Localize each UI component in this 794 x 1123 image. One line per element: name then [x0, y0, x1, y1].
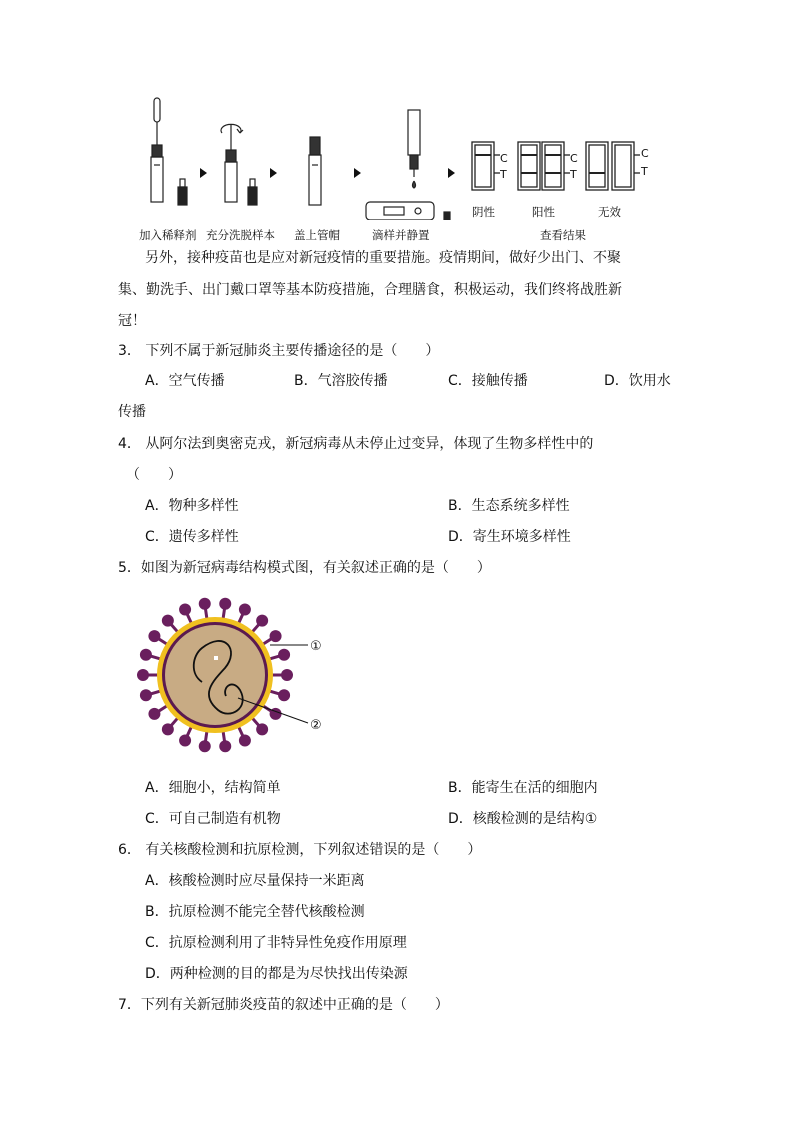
arrow-icon: [448, 168, 455, 178]
paragraph-line-3: 冠！: [118, 313, 146, 329]
question-5-option-c[interactable]: C．可自己制造有机物: [145, 811, 281, 827]
question-6-option-a[interactable]: A．核酸检测时应尽量保持一米距离: [145, 873, 365, 889]
spike-head: [148, 708, 160, 720]
spike-head: [137, 669, 149, 681]
spike-head: [179, 604, 191, 616]
spike-head: [140, 649, 152, 661]
caption-add-diluent: 加入稀释剂: [139, 228, 197, 242]
paragraph-line-2: 集、勤洗手、出门戴口罩等基本防疫措施，合理膳食，积极运动，我们终将战胜新: [118, 282, 622, 298]
question-6-option-c[interactable]: C．抗原检测利用了非特异性免疫作用原理: [145, 935, 407, 951]
question-6-option-b[interactable]: B．抗原检测不能完全替代核酸检测: [145, 904, 365, 920]
spike-head: [179, 734, 191, 746]
c-label-positive: C: [570, 152, 578, 165]
step-cap-tube-illustration: [309, 137, 321, 205]
caption-cap-tube: 盖上管帽: [294, 228, 340, 242]
label-1: ①: [310, 639, 322, 654]
spike-head: [239, 734, 251, 746]
spike-head: [199, 598, 211, 610]
arrow-icon: [354, 168, 361, 178]
arrow-icon: [270, 168, 277, 178]
t-label-positive: T: [570, 168, 577, 181]
question-5-option-b[interactable]: B．能寄生在活的细胞内: [448, 780, 598, 796]
question-3-option-b[interactable]: B．气溶胶传播: [294, 373, 388, 389]
question-4-answer-blank: （ ）: [126, 467, 182, 483]
step-elute-sample-illustration: [221, 124, 257, 205]
caption-invalid: 无效: [598, 205, 621, 219]
t-label-negative: T: [500, 168, 507, 181]
question-5-option-d[interactable]: D．核酸检测的是结构①: [448, 811, 598, 827]
question-4-stem: 4． 从阿尔法到奥密克戎，新冠病毒从未停止过变异，体现了生物多样性中的: [118, 436, 594, 452]
question-4-option-c[interactable]: C．遗传多样性: [145, 529, 239, 545]
t-label-invalid: T: [641, 165, 648, 178]
spike-head: [162, 615, 174, 627]
spike-head: [162, 723, 174, 735]
question-6-option-d[interactable]: D．两种检测的目的都是为尽快找出传染源: [145, 966, 408, 982]
label-2: ②: [310, 718, 322, 733]
coronavirus-structure-diagram: [130, 590, 340, 765]
viral-capsid: [165, 625, 265, 725]
spike-head: [270, 630, 282, 642]
spike-head: [219, 740, 231, 752]
spike-head: [148, 630, 160, 642]
question-5-option-a[interactable]: A．细胞小，结构简单: [145, 780, 281, 796]
caption-elute-sample: 充分洗脱样本: [206, 228, 275, 242]
arrow-icon: [200, 168, 207, 178]
question-3-option-c[interactable]: C．接触传播: [448, 373, 528, 389]
spike-head: [199, 740, 211, 752]
caption-view-result: 查看结果: [540, 228, 586, 242]
spike-head: [281, 669, 293, 681]
question-5-stem: 5．如图为新冠病毒结构模式图，有关叙述正确的是（ ）: [118, 560, 491, 576]
question-6-stem: 6． 有关核酸检测和抗原检测，下列叙述错误的是（ ）: [118, 842, 482, 858]
question-3-option-a[interactable]: A．空气传播: [145, 373, 225, 389]
marker-dot: [214, 656, 218, 660]
caption-positive: 阳性: [532, 205, 555, 219]
caption-drop-sample: 滴样并静置: [372, 228, 430, 242]
caption-negative: 阴性: [472, 205, 495, 219]
antigen-test-flow-diagram: [130, 95, 670, 220]
question-3-option-d[interactable]: D．饮用水: [604, 373, 671, 389]
question-4-option-b[interactable]: B．生态系统多样性: [448, 498, 570, 514]
question-3-stem: 3． 下列不属于新冠肺炎主要传播途径的是（ ）: [118, 343, 440, 359]
question-3-option-d-continuation: 传播: [118, 404, 146, 420]
question-7-stem: 7．下列有关新冠肺炎疫苗的叙述中正确的是（ ）: [118, 997, 449, 1013]
spike-head: [256, 615, 268, 627]
step-drop-sample-illustration: [366, 110, 450, 220]
spike-head: [140, 689, 152, 701]
spike-head: [219, 598, 231, 610]
c-label-invalid: C: [641, 147, 649, 160]
step-add-diluent-illustration: [151, 98, 187, 205]
result-cassettes: [472, 142, 640, 190]
spike-head: [278, 689, 290, 701]
spike-head: [239, 604, 251, 616]
c-label-negative: C: [500, 152, 508, 165]
spike-head: [278, 649, 290, 661]
spike-head: [256, 723, 268, 735]
question-4-option-d[interactable]: D．寄生环境多样性: [448, 529, 571, 545]
question-4-option-a[interactable]: A．物种多样性: [145, 498, 239, 514]
paragraph-line-1: 另外，接种疫苗也是应对新冠疫情的重要措施。疫情期间，做好少出门、不聚: [145, 250, 621, 266]
